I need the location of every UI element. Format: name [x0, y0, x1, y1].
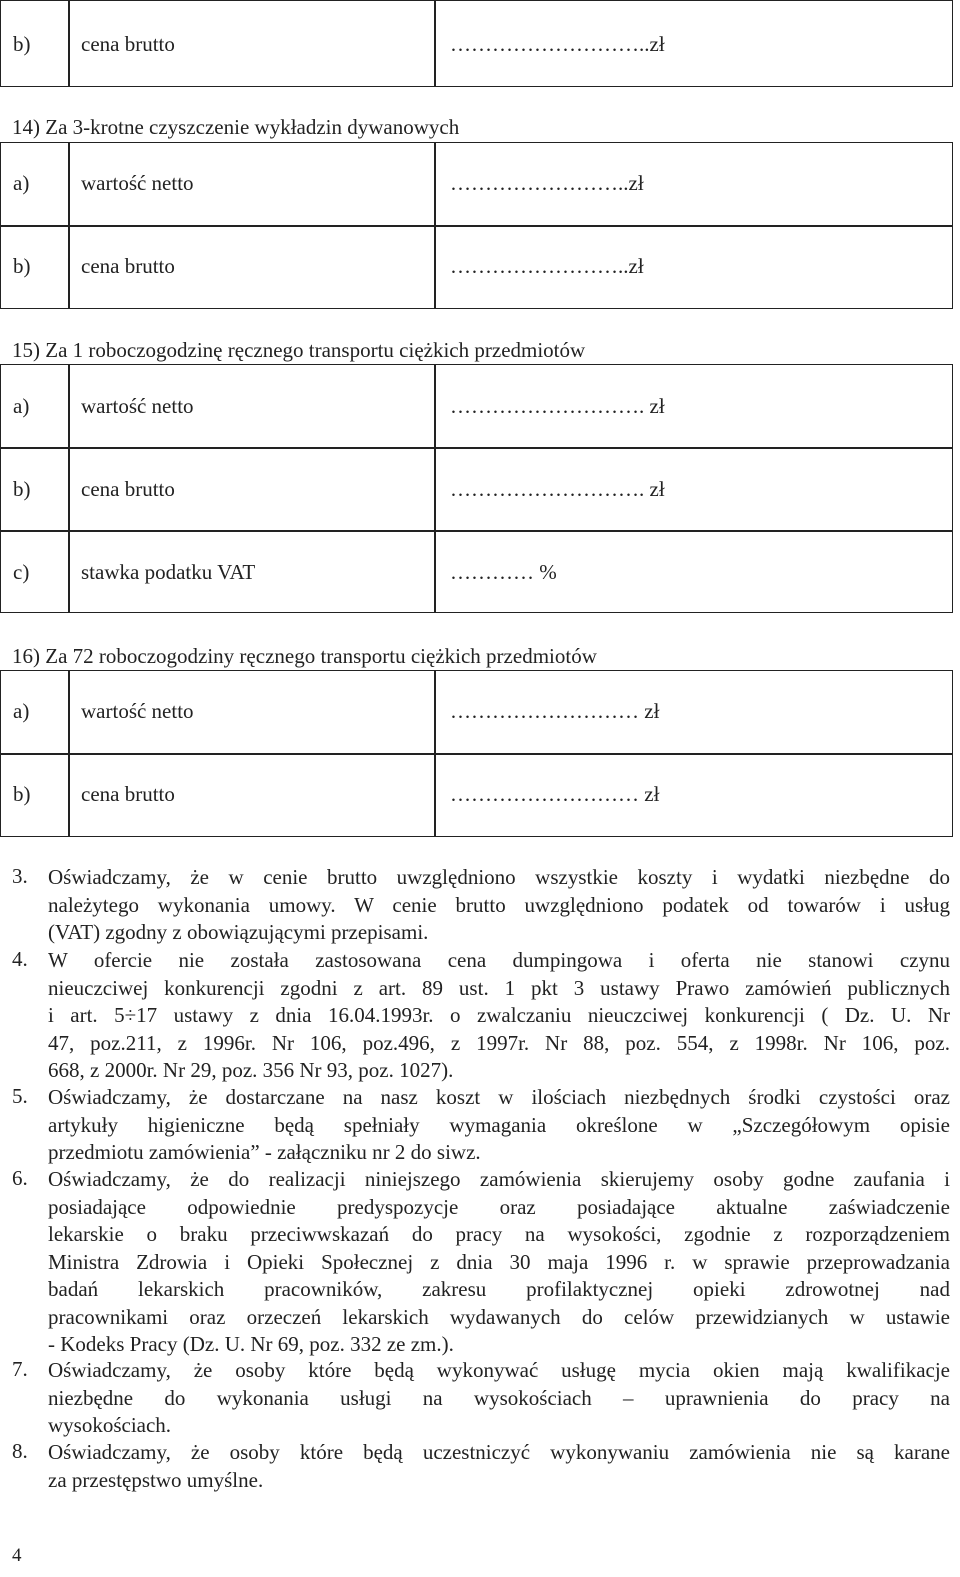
statement-line: przedmiotu zamówienia” - załączniku nr 2 do siwz.	[48, 1140, 481, 1164]
col-divider	[68, 0, 70, 87]
row-value: ………… %	[450, 560, 557, 584]
statement-line: nieuczciwej konkurencji zgodni z art. 89 ust. 1 pkt 3 ustawy Prawo zamówień publicznych	[48, 975, 950, 1000]
statement-text	[48, 1166, 950, 1359]
statement-text	[48, 1084, 950, 1167]
row-label: c)	[13, 560, 30, 584]
row-label: a)	[13, 699, 30, 723]
col-divider	[434, 0, 436, 87]
row-value: ……………………..zł	[450, 171, 644, 195]
row-label: b)	[13, 477, 31, 501]
statement-line: należytego wykonania umowy. W cenie brutto uwzględniono podatek od towarów i usług	[48, 892, 950, 917]
row-text: cena brutto	[81, 254, 175, 278]
row-value: ………………………..zł	[450, 32, 665, 56]
col-divider	[434, 364, 436, 613]
statement-text	[48, 864, 950, 947]
statement-line: Oświadczamy, że dostarczane na nasz koszt w ilościach niezbędnych środki czystości oraz	[48, 1085, 950, 1109]
row-divider	[0, 753, 953, 755]
row-text: cena brutto	[81, 782, 175, 806]
statement-line: za przestępstwo umyślne.	[48, 1467, 264, 1492]
row-text: wartość netto	[81, 171, 194, 195]
statement-text	[48, 1439, 950, 1494]
row-label: b)	[13, 782, 31, 806]
row-divider	[0, 447, 953, 449]
row-label: b)	[13, 32, 31, 56]
statement-line: Oświadczamy, że do realizacji niniejszego zamówienia skierujemy osoby godne zaufania i	[48, 1167, 950, 1191]
row-label: b)	[13, 254, 31, 278]
statement-line: (VAT) zgodny z obowiązującymi przepisami.	[48, 920, 429, 944]
row-label: a)	[13, 394, 30, 418]
statement-number: 8.	[12, 1439, 28, 1463]
statement-line: wysokościach.	[48, 1413, 172, 1437]
statement-line: pracownikami oraz orzeczeń lekarskich wydawanych do celów przewidzianych w ustawie	[48, 1304, 950, 1329]
col-divider	[68, 364, 70, 613]
row-text: cena brutto	[81, 32, 175, 56]
statement-line: artykuły higieniczne będą spełniały wymagania określone w „Szczegółowym opisie	[48, 1112, 950, 1137]
row-text: cena brutto	[81, 477, 175, 501]
statement-line: - Kodeks Pracy (Dz. U. Nr 69, poz. 332 ze zm.).	[48, 1332, 454, 1356]
section-heading-14: 14) Za 3-krotne czyszczenie wykładzin dywanowych	[12, 115, 460, 139]
col-divider	[434, 670, 436, 837]
col-divider	[434, 142, 436, 309]
section-heading-15: 15) Za 1 roboczogodzinę ręcznego transportu ciężkich przedmiotów	[12, 338, 586, 362]
row-label: a)	[13, 171, 30, 195]
statement-line: 47, poz.211, z 1996r. Nr 106, poz.496, z 1997r. Nr 88, poz. 554, z 1998r. Nr 106, poz.	[48, 1030, 950, 1055]
statement-number: 4.	[12, 947, 28, 971]
statement-text	[48, 1357, 950, 1440]
statement-line: Oświadczamy, że w cenie brutto uwzględniono wszystkie koszty i wydatki niezbędne do	[48, 865, 950, 889]
row-value: ………………………. zł	[450, 394, 665, 418]
statement-line: niezbędne do wykonania usługi na wysokościach – uprawnienia do pracy na	[48, 1385, 950, 1410]
statement-line: 668, z 2000r. Nr 29, poz. 356 Nr 93, poz. 1027).	[48, 1058, 454, 1082]
statement-line: badań lekarskich pracowników, zakresu profilaktycznej opieki zdrowotnej nad	[48, 1277, 950, 1301]
row-value: ………………………. zł	[450, 477, 665, 501]
col-divider	[68, 670, 70, 837]
statement-line: posiadające odpowiednie predyspozycje oraz posiadające aktualne zaświadczenie	[48, 1194, 950, 1219]
row-value: ……………………… zł	[450, 699, 660, 723]
col-divider	[68, 142, 70, 309]
row-text: wartość netto	[81, 394, 194, 418]
statement-line: Oświadczamy, że osoby które będą wykonywać usługę mycia okien mają kwalifikacje	[48, 1358, 950, 1382]
statement-line: lekarskie o braku przeciwwskazań do pracy na wysokości, zgodnie z rozporządzeniem	[48, 1222, 950, 1246]
statement-number: 7.	[12, 1357, 28, 1381]
statement-line: Oświadczamy, że osoby które będą uczestniczyć wykonywaniu zamówienia nie są karane	[48, 1440, 950, 1464]
row-text: wartość netto	[81, 699, 194, 723]
row-text: stawka podatku VAT	[81, 560, 256, 584]
page-number: 4	[12, 1545, 22, 1566]
row-divider	[0, 225, 953, 227]
row-divider	[0, 530, 953, 532]
statement-line: Ministra Zdrowia i Opieki Społecznej z dnia 30 maja 1996 r. w sprawie przeprowadzania	[48, 1249, 950, 1274]
statement-number: 5.	[12, 1084, 28, 1108]
statement-line: i art. 5÷17 ustawy z dnia 16.04.1993r. o zwalczaniu nieuczciwej konkurencji ( Dz. U. Nr	[48, 1003, 950, 1027]
statement-line: W ofercie nie została zastosowana cena dumpingowa i oferta nie stanowi czynu	[48, 948, 950, 972]
statement-text	[48, 947, 950, 1085]
statement-number: 6.	[12, 1166, 28, 1190]
row-value: ……………………..zł	[450, 254, 644, 278]
section-heading-16: 16) Za 72 roboczogodziny ręcznego transportu ciężkich przedmiotów	[12, 644, 597, 668]
row-value: ……………………… zł	[450, 782, 660, 806]
statement-number: 3.	[12, 864, 28, 888]
